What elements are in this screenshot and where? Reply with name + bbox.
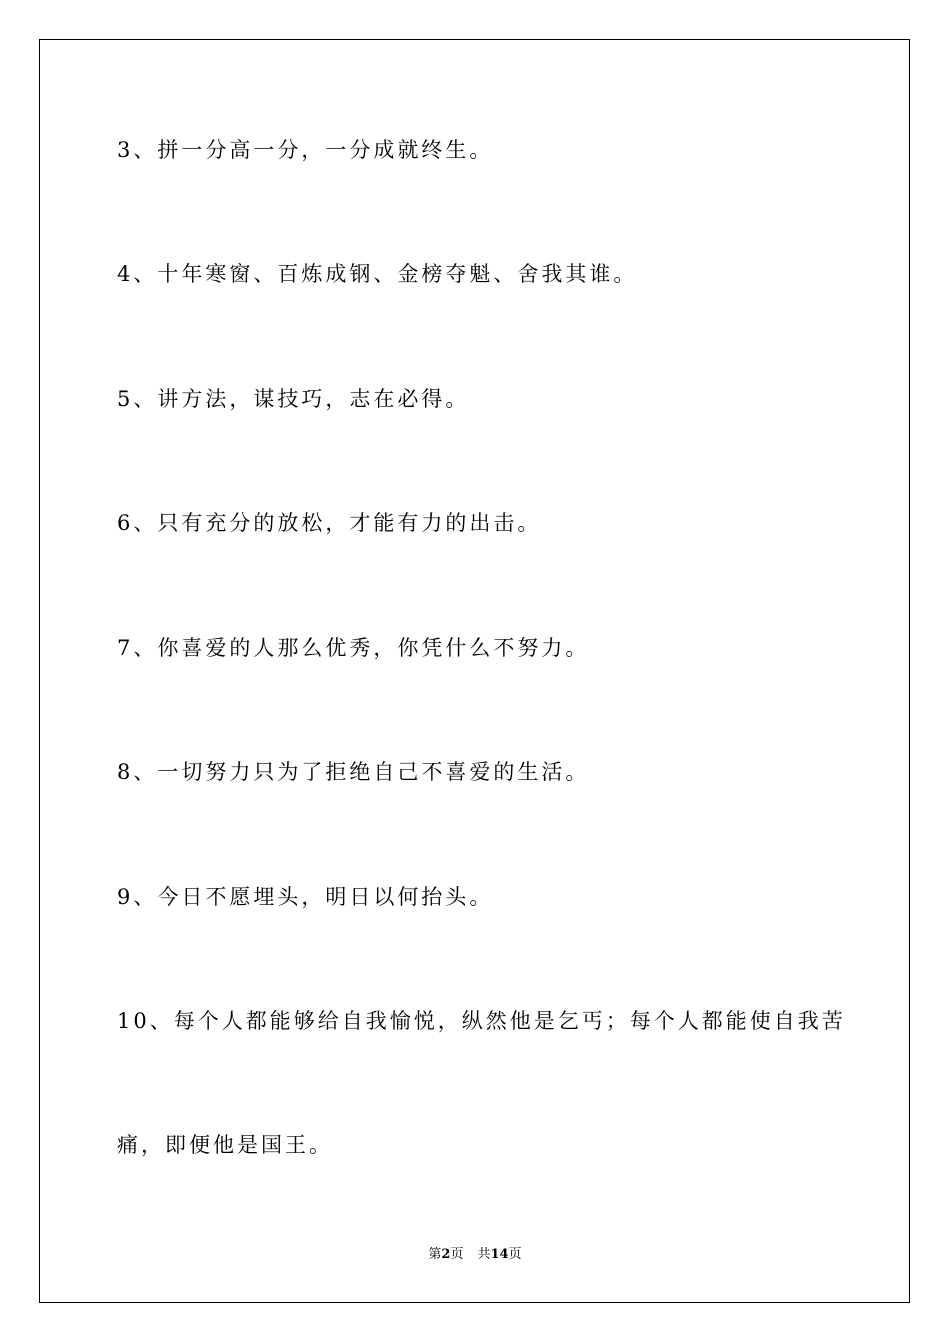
page-border <box>39 39 910 1303</box>
quote-line-4: 4、十年寒窗、百炼成钢、金榜夺魁、舍我其谁。 <box>117 262 638 286</box>
footer-total-pages: 14 <box>490 1247 509 1262</box>
quote-line-10: 10、每个人都能够给自我愉悦，纵然他是乞丐；每个人都能使自我苦 <box>117 1009 846 1033</box>
footer-total-prefix: 共 <box>477 1247 491 1262</box>
footer-page-suffix: 页 <box>450 1247 464 1262</box>
quote-line-10-continued: 痛，即便他是国王。 <box>117 1133 333 1157</box>
quote-line-8: 8、一切努力只为了拒绝自己不喜爱的生活。 <box>117 760 590 784</box>
page-footer <box>0 1246 950 1264</box>
footer-page-number: 2 <box>441 1247 451 1262</box>
footer-page-prefix: 第 <box>428 1247 442 1262</box>
footer-total-suffix: 页 <box>508 1247 522 1262</box>
quote-line-7: 7、你喜爱的人那么优秀，你凭什么不努力。 <box>117 636 590 660</box>
quote-line-6: 6、只有充分的放松，才能有力的出击。 <box>117 511 542 535</box>
quote-line-9: 9、今日不愿埋头，明日以何抬头。 <box>117 885 494 909</box>
quote-line-5: 5、讲方法，谋技巧，志在必得。 <box>117 387 470 411</box>
quote-line-3: 3、拼一分高一分，一分成就终生。 <box>117 138 494 162</box>
